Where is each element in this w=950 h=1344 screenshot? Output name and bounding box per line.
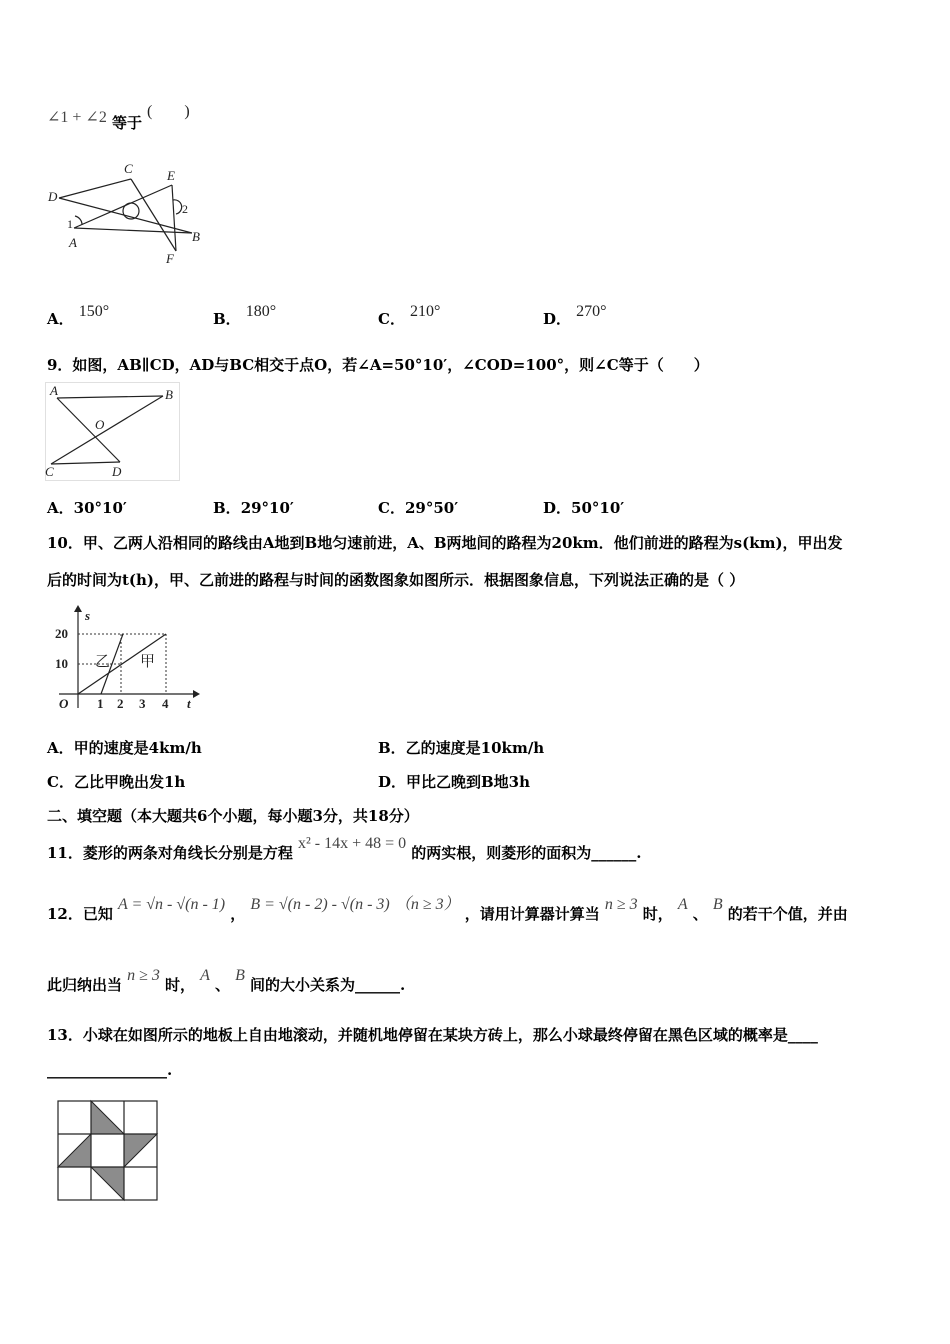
q10-x-arrow bbox=[193, 690, 200, 698]
q9-option-a bbox=[47, 497, 127, 518]
q12-comma: ， bbox=[230, 905, 246, 923]
q9-label-O: O bbox=[95, 417, 105, 432]
q8-option-a-value: 150° bbox=[78, 303, 110, 320]
q11-equation: x² - 14x + 48 = 0 bbox=[297, 835, 407, 852]
q12-B-equation: B = √(n - 2) - √(n - 3) bbox=[250, 896, 390, 913]
q12-line2-sep: 、 bbox=[214, 976, 230, 994]
q10-label-yi: 乙 bbox=[95, 654, 111, 670]
q9-figure bbox=[45, 382, 181, 482]
q8-option-c-value: 210° bbox=[410, 303, 441, 320]
q9-label-D: D bbox=[112, 464, 122, 479]
q12-sep: 、 bbox=[692, 905, 708, 923]
q8-label-F: F bbox=[166, 251, 174, 266]
q8-label-E: E bbox=[167, 168, 175, 183]
q12-A-equation: A = √n - √(n - 1) bbox=[117, 896, 226, 913]
q12-line2-var-A: A bbox=[200, 967, 210, 984]
q9-line-CD bbox=[51, 462, 120, 464]
q10-label-x4: 4 bbox=[162, 696, 169, 711]
q12-mid2: 时， bbox=[642, 905, 673, 923]
q8-option-c-letter: C． bbox=[378, 310, 405, 328]
q9-option-c bbox=[378, 497, 458, 518]
q10-label-x2: 2 bbox=[117, 696, 124, 711]
q11-post: 的两实根，则菱形的面积为______. bbox=[411, 844, 642, 862]
q8-label-B: B bbox=[192, 229, 200, 244]
q8-option-b-value: 180° bbox=[245, 303, 277, 320]
q12-line1 bbox=[47, 891, 848, 923]
q12-var-B: B bbox=[712, 896, 723, 913]
q12-mid: ，请用计算器计算当 bbox=[464, 905, 600, 923]
q9-option-d bbox=[543, 497, 624, 518]
q9-label-C: C bbox=[45, 464, 54, 479]
q12-line2-mid: 时， bbox=[164, 976, 195, 994]
q9-label-B: B bbox=[165, 387, 173, 402]
q11 bbox=[47, 832, 642, 862]
q8-option-a bbox=[47, 300, 110, 328]
q8-angle-1-arc bbox=[75, 216, 82, 225]
q12-condition: （n ≥ 3） bbox=[394, 896, 460, 913]
q8-option-b-letter: B． bbox=[213, 310, 241, 328]
q10-option-d: D．甲比乙晚到B地3h bbox=[378, 773, 531, 791]
q10-stem-line1: 10．甲、乙两人沿相同的路线由A地到B地匀速前进，A、B两地间的路程为20km．他们前进的路程为s(km)，甲出发 bbox=[47, 534, 843, 552]
q10-label-O: O bbox=[59, 696, 69, 711]
q13-stem-line1: 13．小球在如图所示的地板上自由地滚动，并随机地停留在某块方砖上，那么小球最终停留在黑色区域的概率是____ bbox=[47, 1026, 818, 1044]
q10-label-s: s bbox=[85, 608, 91, 623]
q10-option-a: A．甲的速度是4km/h bbox=[47, 739, 202, 757]
q12-line2 bbox=[47, 964, 406, 994]
q8-label-D: D bbox=[48, 189, 58, 204]
q8-option-b bbox=[213, 300, 277, 328]
q8-angle-2-arc bbox=[173, 200, 182, 214]
q8-paren: ( ) bbox=[147, 103, 190, 120]
q9-option-d-value: 50°10′ bbox=[571, 499, 625, 517]
q12-line2-var-B: B bbox=[235, 967, 245, 984]
q9-stem: 9．如图，AB∥CD，AD与BC相交于点O，若∠A=50°10′，∠COD=100°，则∠C等于（ ） bbox=[47, 356, 709, 374]
q10-y-arrow bbox=[74, 605, 82, 612]
q10-option-b: B．乙的速度是10km/h bbox=[378, 739, 545, 757]
q9-option-c-letter: C． bbox=[378, 499, 405, 517]
q12-condition-2: n ≥ 3 bbox=[604, 896, 638, 913]
q10-graph bbox=[45, 604, 205, 716]
q10-option-c: C．乙比甲晚出发1h bbox=[47, 773, 186, 791]
q12-line2-post: 间的大小关系为______. bbox=[249, 976, 406, 994]
q12-line2-pre: 此归纳出当 bbox=[47, 976, 123, 994]
q10-label-10: 10 bbox=[55, 656, 68, 671]
q10-label-x1: 1 bbox=[97, 696, 104, 711]
q13-shaded-right bbox=[124, 1134, 157, 1167]
q9-option-b-value: 29°10′ bbox=[240, 499, 294, 517]
q10-label-20: 20 bbox=[55, 626, 68, 641]
q13-shaded-bottom bbox=[91, 1167, 124, 1200]
q8-label-1: 1 bbox=[67, 217, 73, 231]
q11-pre: 11．菱形的两条对角线长分别是方程 bbox=[47, 844, 293, 862]
q8-option-c bbox=[378, 300, 441, 328]
q8-option-d-value: 270° bbox=[576, 303, 607, 320]
q9-option-a-letter: A． bbox=[47, 499, 74, 517]
q13-stem-line2: ________________. bbox=[47, 1061, 173, 1079]
q13-floor-figure bbox=[56, 1099, 160, 1203]
section-2-heading: 二、填空题（本大题共6个小题，每小题3分，共18分） bbox=[47, 807, 419, 825]
q13-grid-border bbox=[58, 1101, 157, 1200]
q10-label-jia: 甲 bbox=[140, 654, 156, 670]
q9-line-AB bbox=[57, 396, 163, 398]
q9-option-c-value: 29°50′ bbox=[404, 499, 459, 517]
q12-line2-condition: n ≥ 3 bbox=[127, 967, 160, 984]
q10-stem-line2: 后的时间为t(h)，甲、乙前进的路程与时间的函数图象如图所示．根据图象信息，下列说法正确的是（ ） bbox=[47, 571, 745, 589]
q9-option-b bbox=[213, 497, 294, 518]
q13-shaded-top bbox=[91, 1101, 124, 1134]
q10-label-t: t bbox=[187, 696, 191, 711]
q8-option-a-letter: A． bbox=[47, 310, 74, 328]
q9-option-a-value: 30°10′ bbox=[73, 499, 127, 517]
q12-post: 的若干个值，并由 bbox=[727, 905, 848, 923]
q8-figure bbox=[45, 158, 215, 268]
q9-option-d-letter: D． bbox=[543, 499, 572, 517]
q8-line-DC bbox=[59, 179, 131, 198]
q12-var-A: A bbox=[677, 896, 688, 913]
q9-label-A: A bbox=[50, 383, 58, 398]
q9-line-AD bbox=[57, 398, 120, 462]
q8-option-d-letter: D． bbox=[543, 310, 572, 328]
q8-angle-expr: ∠1 + ∠2 bbox=[47, 109, 107, 126]
q8-label-2: 2 bbox=[182, 202, 188, 216]
q10-label-x3: 3 bbox=[139, 696, 146, 711]
q8-option-d bbox=[543, 300, 607, 328]
q13-shaded-left bbox=[58, 1134, 91, 1167]
q12-pre: 12．已知 bbox=[47, 905, 113, 923]
q8-label-A: A bbox=[69, 235, 77, 250]
q8-stem bbox=[47, 103, 190, 132]
q9-line-BC bbox=[51, 396, 163, 464]
q8-stem-text: 等于 bbox=[111, 114, 142, 132]
q9-option-b-letter: B． bbox=[213, 499, 241, 517]
q8-line-EF bbox=[172, 185, 176, 251]
q8-label-C: C bbox=[124, 161, 133, 176]
